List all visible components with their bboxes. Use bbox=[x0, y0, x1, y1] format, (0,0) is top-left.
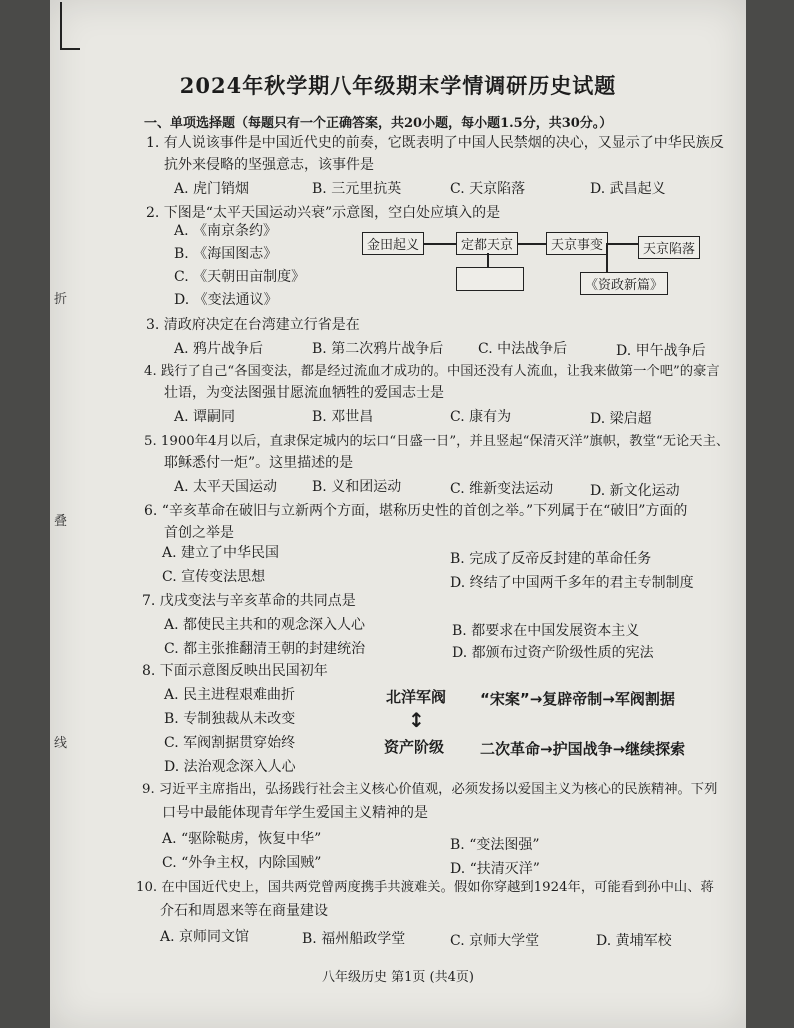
q7-stem: 7. 戊戌变法与辛亥革命的共同点是 bbox=[142, 593, 356, 609]
q9-option-c: C. “外争主权，内除国贼” bbox=[162, 855, 322, 871]
q6-option-d: D. 终结了中国两千多年的君主专制制度 bbox=[450, 575, 694, 591]
q3-option-d: D. 甲午战争后 bbox=[616, 343, 706, 359]
page-footer: 八年级历史 第1页 (共4页) bbox=[322, 970, 474, 985]
binding-corner-mark bbox=[60, 2, 80, 50]
q9-option-d: D. “扶清灭洋” bbox=[450, 861, 540, 877]
q4-option-b: B. 邓世昌 bbox=[312, 409, 374, 425]
q8-option-c: C. 军阀割据贯穿始终 bbox=[164, 735, 296, 751]
q7-option-a: A. 都使民主共和的观念深入人心 bbox=[164, 617, 366, 633]
q6-stem-line-2: 首创之举是 bbox=[164, 525, 234, 541]
q5-stem-line-1: 5. 1900年4月以后，直隶保定城内的坛口“日盛一日”，并且竖起“保清灭洋”旗帜，教堂“无论天主、 bbox=[144, 434, 730, 449]
flow-node-tianjing: 定都天京 bbox=[456, 232, 518, 255]
q8-option-a: A. 民主进程艰难曲折 bbox=[164, 687, 296, 703]
q3-option-b: B. 第二次鸦片战争后 bbox=[312, 341, 444, 357]
section-heading: 一、单项选择题（每题只有一个正确答案，共20小题，每小题1.5分，共30分。） bbox=[144, 116, 613, 131]
flow-branch-line-2 bbox=[606, 243, 608, 273]
q2-option-c: C. 《天朝田亩制度》 bbox=[174, 269, 306, 285]
flow-node-xianluo: 天京陷落 bbox=[638, 236, 700, 259]
q10-stem-line-2: 介石和周恩来等在商量建设 bbox=[160, 903, 328, 919]
q10-option-a: A. 京师同文馆 bbox=[160, 929, 250, 945]
q7-option-b: B. 都要求在中国发展资本主义 bbox=[452, 623, 640, 639]
q10-stem-line-1: 10. 在中国近代史上，国共两党曾两度携手共渡难关。假如你穿越到1924年，可能看到孙中山、蒋 bbox=[136, 880, 714, 895]
q3-option-c: C. 中法战争后 bbox=[478, 341, 568, 357]
q1-stem-line-2: 抗外来侵略的坚强意志，该事件是 bbox=[164, 157, 374, 173]
q9-stem-line-2: 口号中最能体现青年学生爱国主义精神的是 bbox=[162, 805, 428, 821]
q2-stem: 2. 下图是“太平天国运动兴衰”示意图，空白处应填入的是 bbox=[146, 205, 501, 221]
q10-option-c: C. 京师大学堂 bbox=[450, 933, 540, 949]
q1-option-a: A. 虎门销烟 bbox=[174, 181, 250, 197]
fold-mark-1: 折 bbox=[54, 292, 68, 307]
flow-node-shibian: 天京事变 bbox=[546, 232, 608, 255]
q8-diagram-bottom-row: 二次革命→护国战争→继续探索 bbox=[480, 740, 686, 758]
q8-diagram-top-row: “宋案”→复辟帝制→军阀割据 bbox=[480, 690, 675, 708]
fold-mark-3: 线 bbox=[54, 736, 68, 751]
q1-option-c: C. 天京陷落 bbox=[450, 181, 526, 197]
flow-node-zizheng: 《资政新篇》 bbox=[580, 272, 668, 295]
flow-arrow-2 bbox=[518, 243, 546, 245]
q6-stem-line-1: 6. “辛亥革命在破旧与立新两个方面，堪称历史性的首创之举。”下列属于在“破旧”方面的 bbox=[144, 503, 688, 519]
q8-diagram-updown-arrow: ↕ bbox=[408, 708, 425, 732]
exam-page bbox=[50, 0, 746, 1028]
q4-option-c: C. 康有为 bbox=[450, 409, 512, 425]
flow-node-jintian: 金田起义 bbox=[362, 232, 424, 255]
q4-stem-line-2: 壮语，为变法图强甘愿流血牺牲的爱国志士是 bbox=[164, 385, 444, 401]
q9-stem-line-1: 9. 习近平主席指出，弘扬践行社会主义核心价值观，必须发扬以爱国主义为核心的民族精神。下列 bbox=[142, 782, 718, 797]
q4-option-a: A. 谭嗣同 bbox=[174, 409, 236, 425]
q5-option-a: A. 太平天国运动 bbox=[174, 479, 278, 495]
q1-stem-line-1: 1. 有人说该事件是中国近代史的前奏，它既表明了中国人民禁烟的决心，又显示了中华民族反 bbox=[146, 135, 724, 151]
flow-arrow-3 bbox=[608, 243, 638, 245]
q3-option-a: A. 鸦片战争后 bbox=[174, 341, 264, 357]
q1-option-d: D. 武昌起义 bbox=[590, 181, 666, 197]
q8-stem: 8. 下面示意图反映出民国初年 bbox=[142, 663, 328, 679]
q4-stem-line-1: 4. 践行了自己“各国变法，都是经过流血才成功的。中国还没有人流血，让我来做第一个吧”的豪言 bbox=[144, 364, 720, 379]
q6-option-a: A. 建立了中华民国 bbox=[162, 545, 280, 561]
q3-stem: 3. 清政府决定在台湾建立行省是在 bbox=[146, 317, 360, 333]
q10-option-d: D. 黄埔军校 bbox=[596, 933, 672, 949]
q2-option-a: A. 《南京条约》 bbox=[174, 223, 278, 239]
q8-option-d: D. 法治观念深入人心 bbox=[164, 759, 296, 775]
flow-branch-line-1 bbox=[487, 253, 489, 267]
q8-option-b: B. 专制独裁从未改变 bbox=[164, 711, 296, 727]
q5-option-d: D. 新文化运动 bbox=[590, 483, 680, 499]
flow-blank-box bbox=[456, 267, 524, 291]
flow-arrow-1 bbox=[424, 243, 456, 245]
q1-option-b: B. 三元里抗英 bbox=[312, 181, 402, 197]
q9-option-a: A. “驱除鞑虏，恢复中华” bbox=[162, 831, 322, 847]
q7-option-c: C. 都主张推翻清王朝的封建统治 bbox=[164, 641, 366, 657]
q5-option-c: C. 维新变法运动 bbox=[450, 481, 554, 497]
q2-option-d: D. 《变法通议》 bbox=[174, 292, 278, 308]
fold-mark-2: 叠 bbox=[54, 514, 68, 529]
q2-option-b: B. 《海国图志》 bbox=[174, 246, 278, 262]
q7-option-d: D. 都颁布过资产阶级性质的宪法 bbox=[452, 645, 654, 661]
q4-option-d: D. 梁启超 bbox=[590, 411, 652, 427]
q10-option-b: B. 福州船政学堂 bbox=[302, 931, 406, 947]
q8-diagram-zichan: 资产阶级 bbox=[384, 738, 445, 756]
q9-option-b: B. “变法图强” bbox=[450, 837, 540, 853]
q6-option-b: B. 完成了反帝反封建的革命任务 bbox=[450, 551, 652, 567]
q5-stem-line-2: 耶稣悉付一炬”。这里描述的是 bbox=[164, 455, 354, 471]
q5-option-b: B. 义和团运动 bbox=[312, 479, 402, 495]
exam-title: 2024年秋学期八年级期末学情调研历史试题 bbox=[179, 73, 617, 98]
q6-option-c: C. 宣传变法思想 bbox=[162, 569, 266, 585]
q8-diagram-beiyang: 北洋军阀 bbox=[386, 688, 447, 706]
